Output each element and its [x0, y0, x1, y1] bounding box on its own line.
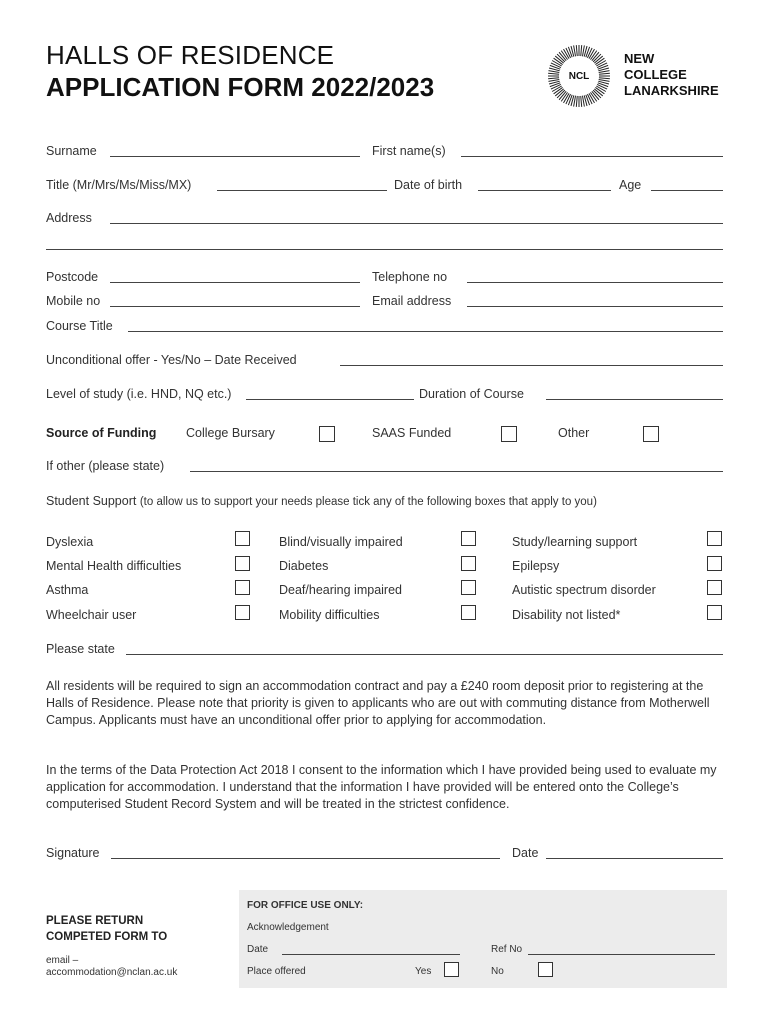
acknowledgement-label: Acknowledgement — [247, 922, 329, 933]
data-protection-consent: In the terms of the Data Protection Act 2018 I consent to the information which I have provided being used to evaluate my application for accommodation. I understand that the information I have provided will be entered onto the College’s computerised Student Record System and will be treated in the strictest confidence. — [46, 763, 717, 811]
student-support-instruction: (to allow us to support your needs please tick any of the following boxes that apply to you) — [139, 496, 597, 508]
logo-mark: NCL — [568, 71, 590, 82]
please-state-label: Please state — [46, 642, 115, 656]
funding-heading: Source of Funding — [46, 426, 157, 440]
support-option-label: Blind/visually impaired — [279, 535, 403, 549]
epilepsy-checkbox[interactable] — [707, 556, 722, 571]
deaf-hearing-impaired-checkbox[interactable] — [461, 580, 476, 595]
place-offered-label: Place offered — [247, 966, 306, 977]
age-field[interactable] — [651, 190, 723, 191]
unconditional-offer-field[interactable] — [340, 365, 723, 366]
office-date-field[interactable] — [282, 954, 460, 955]
telephone-field[interactable] — [467, 282, 723, 283]
funding-option-label: Other — [558, 426, 590, 440]
ref-no-field[interactable] — [528, 954, 715, 955]
ref-no-label: Ref No — [491, 944, 523, 955]
place-offered-no-label: No — [491, 966, 504, 977]
place-offered-yes-label: Yes — [415, 966, 432, 977]
please-state-field[interactable] — [126, 654, 723, 655]
deposit-notice: All residents will be required to sign an accommodation contract and pay a £240 room deposit prior to registering at the Halls of Residence. Please note that priority is given to applicants who are out with commuting distance from Motherwell Campus. Applicants must have an unconditional offer prior to applying for accommodation. — [46, 679, 710, 727]
surname-field[interactable] — [110, 156, 360, 157]
support-option-label: Dyslexia — [46, 535, 94, 549]
age-label: Age — [619, 178, 642, 192]
college-name — [624, 51, 719, 99]
disability-not-listed-checkbox[interactable] — [707, 605, 722, 620]
level-of-study-field[interactable] — [246, 399, 414, 400]
place-offered-no-checkbox[interactable] — [538, 962, 553, 977]
asthma-checkbox[interactable] — [235, 580, 250, 595]
dyslexia-checkbox[interactable] — [235, 531, 250, 546]
office-use-heading: FOR OFFICE USE ONLY: — [247, 900, 364, 911]
course-title-label: Course Title — [46, 319, 113, 333]
email-prefix: email – — [46, 955, 79, 966]
support-option-label: Epilepsy — [512, 559, 560, 573]
support-option-label: Diabetes — [279, 559, 329, 573]
address-label: Address — [46, 211, 92, 225]
level-of-study-label: Level of study (i.e. HND, NQ etc.) — [46, 387, 232, 401]
sunburst-logo-icon — [544, 44, 614, 108]
college-logo — [544, 44, 614, 108]
place-offered-yes-checkbox[interactable] — [444, 962, 459, 977]
telephone-label: Telephone no — [372, 270, 448, 284]
college-name-line: COLLEGE — [624, 67, 687, 82]
office-date-label: Date — [247, 944, 269, 955]
return-email[interactable]: accommodation@nclan.ac.uk — [46, 967, 178, 978]
if-other-field[interactable] — [190, 471, 723, 472]
form-title-line1: HALLS OF RESIDENCE — [46, 40, 335, 70]
signature-date-field[interactable] — [546, 858, 723, 859]
support-option-label: Disability not listed* — [512, 608, 621, 622]
mobile-label: Mobile no — [46, 294, 101, 308]
study-learning-support-checkbox[interactable] — [707, 531, 722, 546]
postcode-label: Postcode — [46, 270, 99, 284]
surname-label: Surname — [46, 144, 97, 158]
student-support-intro — [46, 494, 597, 508]
form-title-line2: APPLICATION FORM 2022/2023 — [46, 72, 435, 102]
diabetes-checkbox[interactable] — [461, 556, 476, 571]
signature-label: Signature — [46, 846, 100, 860]
wheelchair-user-checkbox[interactable] — [235, 605, 250, 620]
college-bursary-checkbox[interactable] — [319, 426, 335, 442]
blind-visually-impaired-checkbox[interactable] — [461, 531, 476, 546]
student-support-heading: Student Support — [46, 494, 137, 508]
mobility-difficulties-checkbox[interactable] — [461, 605, 476, 620]
college-name-line: LANARKSHIRE — [624, 83, 719, 98]
support-option-label: Deaf/hearing impaired — [279, 583, 402, 597]
return-line: COMPETED FORM TO — [46, 931, 168, 943]
mental-health-checkbox[interactable] — [235, 556, 250, 571]
other-funding-checkbox[interactable] — [643, 426, 659, 442]
address-field-line2[interactable] — [46, 249, 723, 250]
address-field-line1[interactable] — [110, 223, 723, 224]
support-option-label: Wheelchair user — [46, 608, 137, 622]
support-option-label: Asthma — [46, 583, 89, 597]
duration-field[interactable] — [546, 399, 723, 400]
title-field[interactable] — [217, 190, 387, 191]
support-option-label: Study/learning support — [512, 535, 638, 549]
first-names-field[interactable] — [461, 156, 723, 157]
unconditional-offer-label: Unconditional offer - Yes/No – Date Received — [46, 353, 297, 367]
return-instructions — [46, 913, 167, 945]
funding-option-label: College Bursary — [186, 426, 275, 440]
support-option-label: Mental Health difficulties — [46, 559, 182, 573]
dob-field[interactable] — [478, 190, 611, 191]
title-label: Title (Mr/Mrs/Ms/Miss/MX) — [46, 178, 192, 192]
mobile-field[interactable] — [110, 306, 360, 307]
duration-label: Duration of Course — [419, 387, 524, 401]
support-option-label: Autistic spectrum disorder — [512, 583, 656, 597]
return-email-block — [46, 955, 177, 979]
email-label: Email address — [372, 294, 452, 308]
college-name-line: NEW — [624, 51, 655, 66]
return-line: PLEASE RETURN — [46, 915, 144, 927]
if-other-label: If other (please state) — [46, 459, 165, 473]
email-field[interactable] — [467, 306, 723, 307]
support-option-label: Mobility difficulties — [279, 608, 380, 622]
signature-field[interactable] — [111, 858, 500, 859]
signature-date-label: Date — [512, 846, 539, 860]
first-names-label: First name(s) — [372, 144, 446, 158]
saas-funded-checkbox[interactable] — [501, 426, 517, 442]
course-title-field[interactable] — [128, 331, 723, 332]
postcode-field[interactable] — [110, 282, 360, 283]
funding-option-label: SAAS Funded — [372, 426, 452, 440]
dob-label: Date of birth — [394, 178, 463, 192]
autistic-spectrum-checkbox[interactable] — [707, 580, 722, 595]
